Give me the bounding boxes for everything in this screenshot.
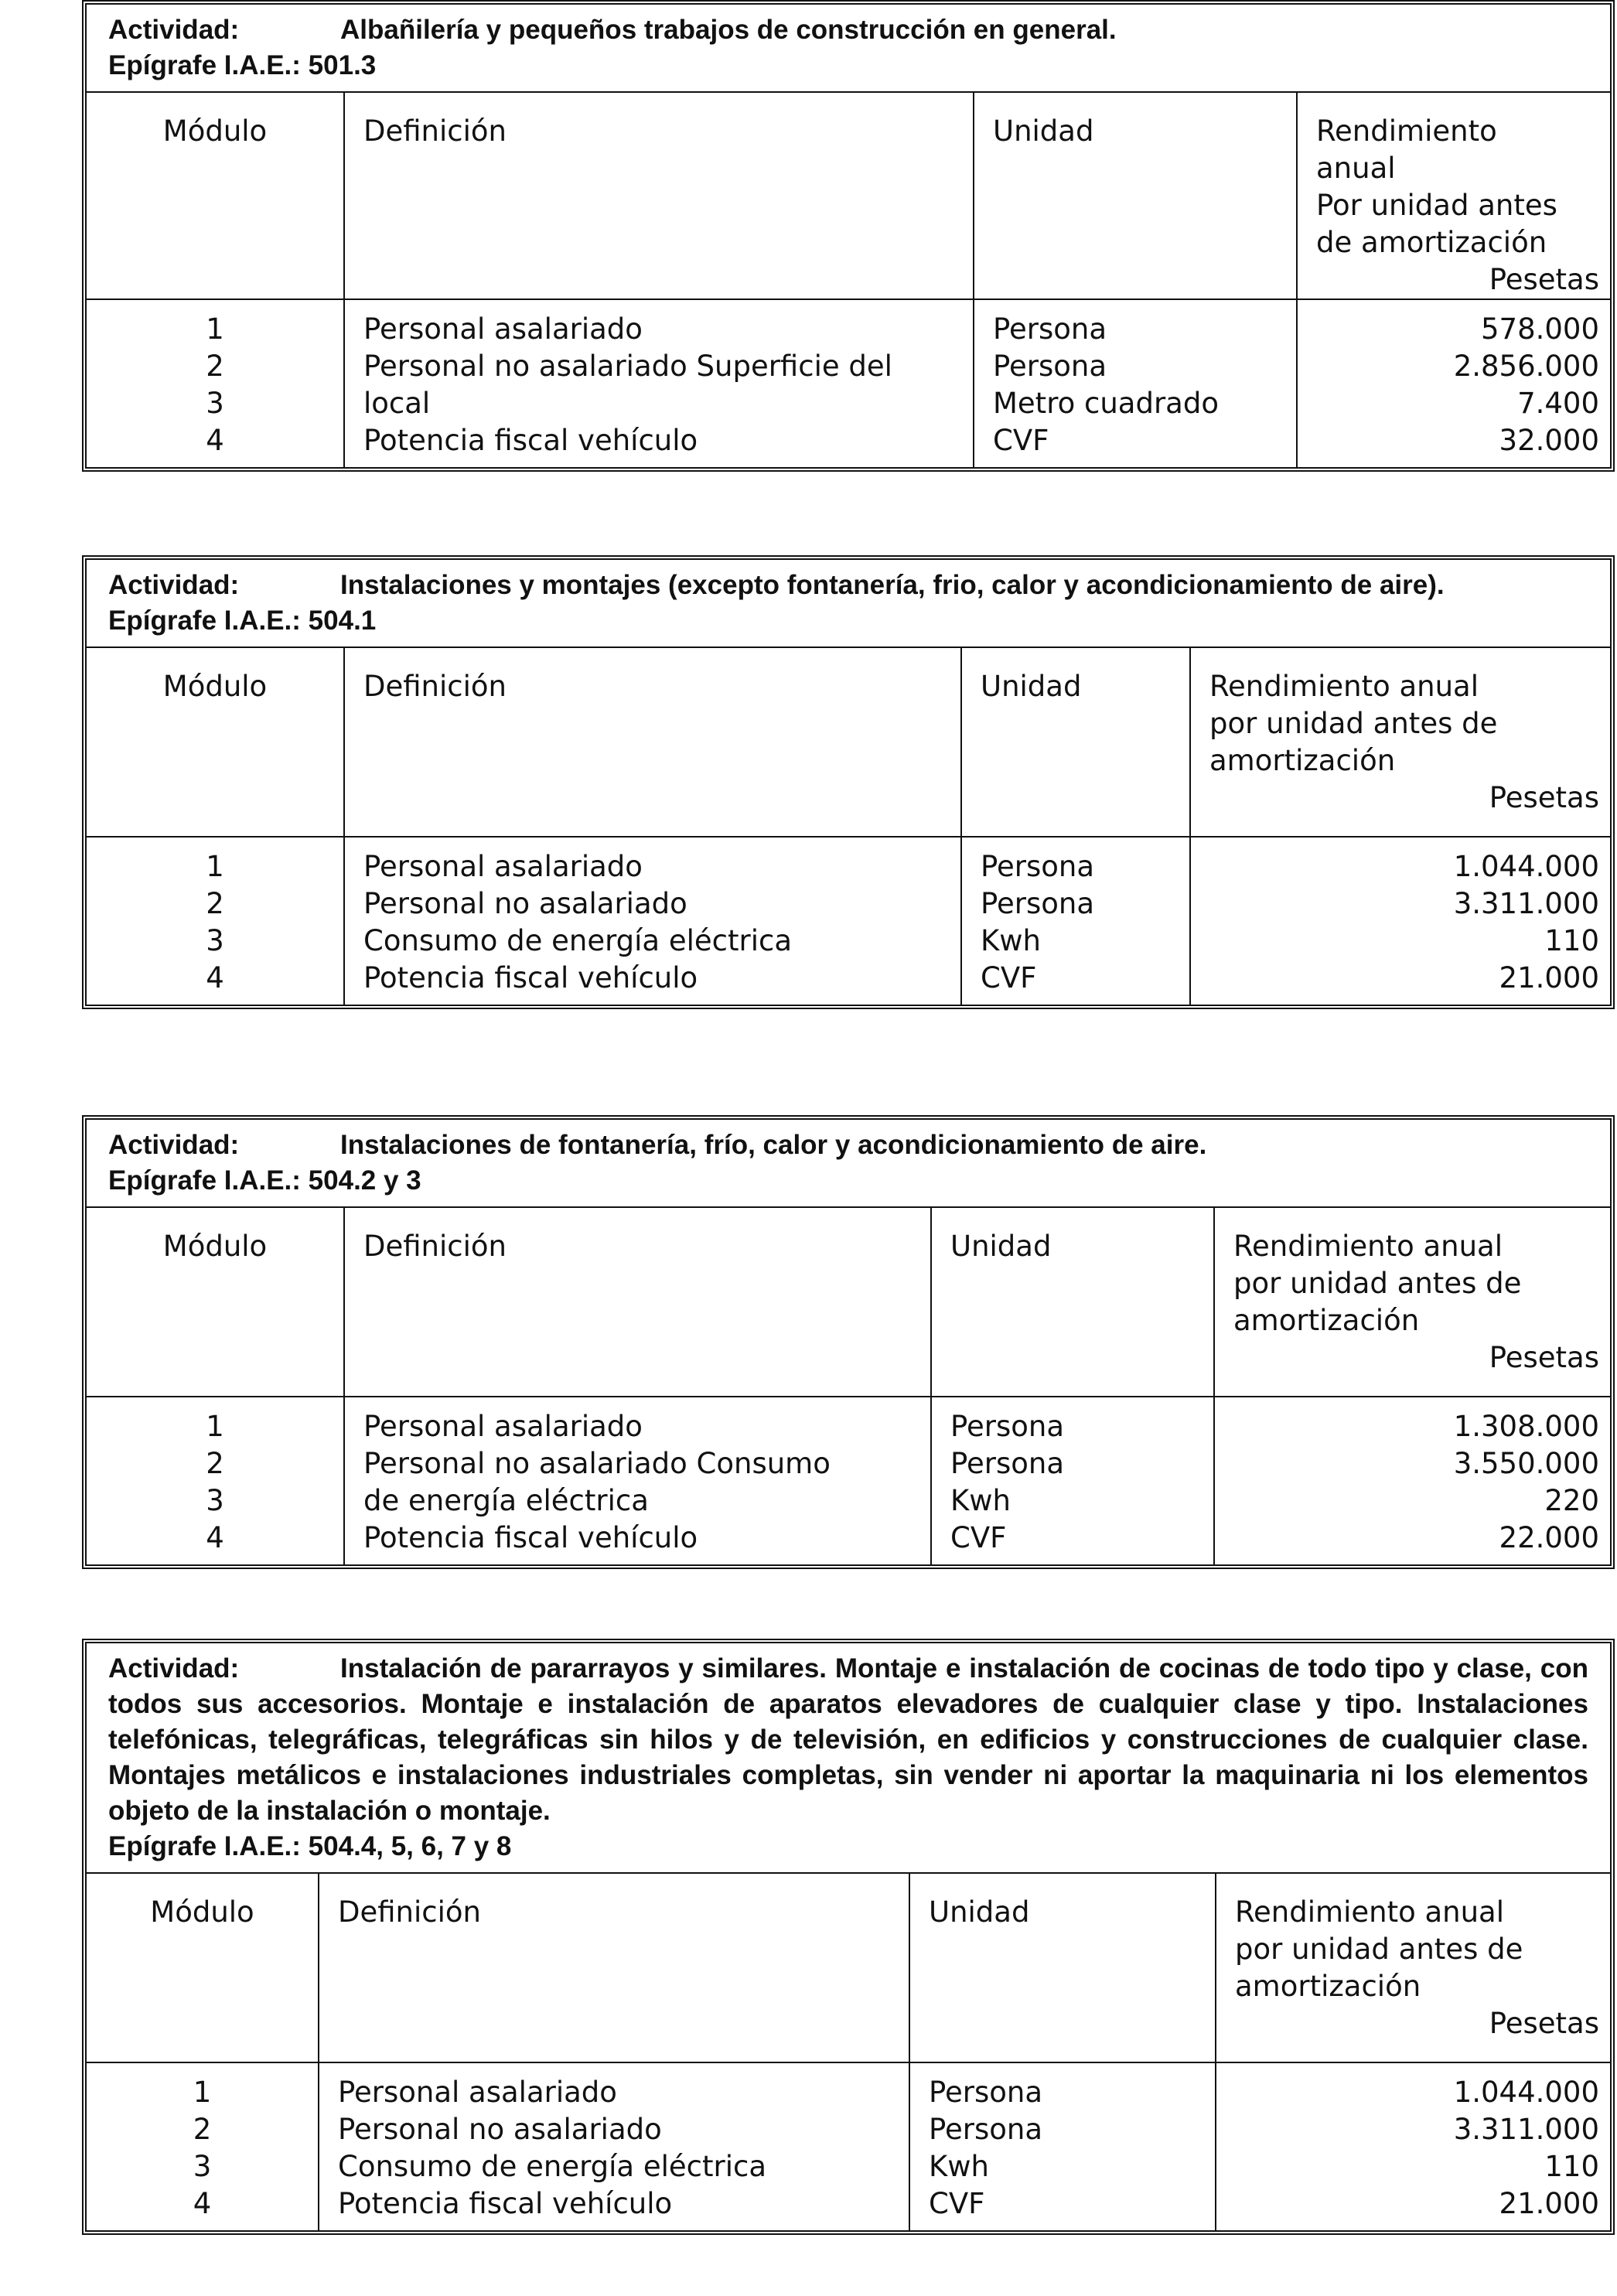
modules-table <box>87 648 1610 1005</box>
actividad-label: Actividad: <box>108 1653 240 1684</box>
unidad-value: CVF <box>929 2187 985 2220</box>
modulo-number: 2 <box>206 1447 224 1480</box>
unidad-value: CVF <box>981 961 1037 994</box>
rendimiento-value: 1.308.000 <box>1453 1410 1599 1443</box>
col-rendimiento <box>1297 93 1610 299</box>
definicion-cell <box>344 1397 931 1564</box>
pesetas-label: Pesetas <box>1489 263 1599 296</box>
col-modulo: Módulo <box>162 670 268 703</box>
pesetas-label: Pesetas <box>1489 2007 1599 2040</box>
definicion-cell <box>319 2062 909 2230</box>
table-header-row <box>87 648 1610 837</box>
epigrafe-value: 501.3 <box>308 50 377 80</box>
rendimiento-value: 7.400 <box>1517 387 1599 420</box>
definicion-line: Consumo de energía eléctrica <box>363 924 793 957</box>
modulo-number: 4 <box>206 961 224 994</box>
actividad-text: Instalaciones de fontanería, frío, calor y acondicionamiento de aire. <box>340 1130 1207 1160</box>
rendimiento-line: amortización <box>1235 1970 1421 2003</box>
modulo-number: 2 <box>193 2113 212 2146</box>
col-definicion: Definición <box>344 93 974 299</box>
definicion-line: Potencia fiscal vehículo <box>363 961 698 994</box>
rendimiento-value: 32.000 <box>1499 424 1599 457</box>
unidad-value: Persona <box>993 312 1107 346</box>
rendimiento-value: 21.000 <box>1499 961 1599 994</box>
col-modulo: Módulo <box>162 1230 268 1263</box>
definicion-cell <box>344 837 961 1005</box>
activity-header <box>87 1120 1610 1208</box>
col-unidad: Unidad <box>909 1874 1216 2062</box>
rendimiento-line: anual <box>1316 152 1396 185</box>
rendimiento-value: 3.311.000 <box>1453 887 1599 920</box>
actividad-text: Instalaciones y montajes (excepto fontanería, frio, calor y acondicionamiento de aire). <box>340 570 1445 600</box>
rendimiento-line: por unidad antes de <box>1235 1933 1523 1966</box>
rendimiento-line: Rendimiento <box>1316 114 1497 148</box>
activity-table-501-3 <box>82 0 1615 472</box>
col-unidad: Unidad <box>931 1208 1214 1397</box>
unidad-value: Kwh <box>929 2150 989 2183</box>
table-header-row <box>87 93 1610 299</box>
unidad-value: Persona <box>950 1410 1065 1443</box>
col-definicion: Definición <box>344 648 961 837</box>
unidad-cell <box>909 2062 1216 2230</box>
rendimiento-value: 3.550.000 <box>1453 1447 1599 1480</box>
table-header-row <box>87 1208 1610 1397</box>
epigrafe-value: 504.4, 5, 6, 7 y 8 <box>308 1831 512 1861</box>
col-modulo: Módulo <box>162 114 268 148</box>
modulo-number: 4 <box>193 2187 212 2220</box>
table-body-row <box>87 1397 1610 1564</box>
activity-table-504-4-8 <box>82 1639 1615 2235</box>
unidad-value: Persona <box>929 2076 1043 2109</box>
col-unidad: Unidad <box>961 648 1190 837</box>
epigrafe-label: Epígrafe I.A.E.: <box>108 606 301 636</box>
unidad-value: CVF <box>950 1521 1007 1554</box>
modulo-number: 1 <box>206 312 224 346</box>
definicion-line: local <box>363 387 431 420</box>
modulo-number: 1 <box>206 850 224 883</box>
col-definicion: Definición <box>344 1208 931 1397</box>
rendimiento-line: amortización <box>1233 1304 1420 1337</box>
activity-header <box>87 560 1610 648</box>
col-rendimiento <box>1190 648 1610 837</box>
modulo-number: 3 <box>206 387 224 420</box>
unidad-value: Kwh <box>981 924 1041 957</box>
unidad-cell <box>931 1397 1214 1564</box>
modulo-number: 3 <box>193 2150 212 2183</box>
definicion-line: Potencia fiscal vehículo <box>338 2187 673 2220</box>
rendimiento-cell <box>1216 2062 1610 2230</box>
definicion-line: Personal no asalariado Consumo <box>363 1447 831 1480</box>
definicion-line: Potencia fiscal vehículo <box>363 1521 698 1554</box>
unidad-value: CVF <box>993 424 1049 457</box>
modulo-number: 1 <box>193 2076 212 2109</box>
rendimiento-value: 22.000 <box>1499 1521 1599 1554</box>
unidad-value: Metro cuadrado <box>993 387 1219 420</box>
modulo-number: 1 <box>206 1410 224 1443</box>
epigrafe-label: Epígrafe I.A.E.: <box>108 1831 301 1861</box>
actividad-label: Actividad: <box>108 1130 240 1160</box>
rendimiento-line: Rendimiento anual <box>1233 1230 1503 1263</box>
unidad-value: Kwh <box>950 1484 1011 1517</box>
rendimiento-value: 110 <box>1544 2150 1599 2183</box>
col-unidad: Unidad <box>974 93 1297 299</box>
col-rendimiento <box>1214 1208 1610 1397</box>
definicion-line: Personal no asalariado <box>363 887 687 920</box>
rendimiento-line: Rendimiento anual <box>1235 1895 1504 1929</box>
pesetas-label: Pesetas <box>1489 1341 1599 1374</box>
activity-table-504-1 <box>82 555 1615 1009</box>
unidad-value: Persona <box>981 887 1095 920</box>
table-body-row <box>87 299 1610 467</box>
modulo-cell <box>87 837 344 1005</box>
definicion-cell <box>344 299 974 467</box>
rendimiento-value: 1.044.000 <box>1453 850 1599 883</box>
col-rendimiento <box>1216 1874 1610 2062</box>
definicion-line: Consumo de energía eléctrica <box>338 2150 767 2183</box>
epigrafe-value: 504.2 y 3 <box>308 1165 421 1196</box>
unidad-value: Persona <box>981 850 1095 883</box>
rendimiento-line: Por unidad antes <box>1316 189 1557 222</box>
modulo-number: 2 <box>206 350 224 383</box>
modulo-number: 2 <box>206 887 224 920</box>
definicion-line: Personal asalariado <box>338 2076 617 2109</box>
activity-header <box>87 1643 1610 1874</box>
modulo-number: 3 <box>206 924 224 957</box>
definicion-line: de energía eléctrica <box>363 1484 649 1517</box>
definicion-line: Personal asalariado <box>363 312 643 346</box>
epigrafe-label: Epígrafe I.A.E.: <box>108 50 301 80</box>
modulo-cell <box>87 2062 319 2230</box>
actividad-label: Actividad: <box>108 15 240 45</box>
rendimiento-value: 220 <box>1544 1484 1599 1517</box>
rendimiento-line: por unidad antes de <box>1209 707 1498 740</box>
rendimiento-value: 1.044.000 <box>1453 2076 1599 2109</box>
unidad-value: Persona <box>950 1447 1065 1480</box>
rendimiento-line: por unidad antes de <box>1233 1267 1522 1300</box>
rendimiento-value: 110 <box>1544 924 1599 957</box>
rendimiento-cell <box>1214 1397 1610 1564</box>
modules-table <box>87 1208 1610 1564</box>
rendimiento-value: 578.000 <box>1480 312 1599 346</box>
col-definicion: Definición <box>319 1874 909 2062</box>
table-body-row <box>87 837 1610 1005</box>
rendimiento-line: Rendimiento anual <box>1209 670 1479 703</box>
actividad-text: Instalación de pararrayos y similares. Montaje e instalación de cocinas de todo tipo y clase, con todos sus accesorios. Montaje e instalación de aparatos elevadores de cualquier clase y tipo. Instalaciones telefónicas, telegráficas, telegráficas sin hilos y de televisión, en edificios y construcciones de cualquier clase. Montajes metálicos e instalaciones industriales completas, sin vender ni aportar la maquinaria ni los elementos objeto de la instalación o montaje. <box>108 1653 1588 1826</box>
col-modulo: Módulo <box>150 1895 254 1929</box>
pesetas-label: Pesetas <box>1489 781 1599 814</box>
definicion-line: Personal no asalariado <box>338 2113 662 2146</box>
table-header-row <box>87 1874 1610 2062</box>
modulo-number: 3 <box>206 1484 224 1517</box>
actividad-text: Albañilería y pequeños trabajos de construcción en general. <box>340 15 1117 45</box>
modulo-cell <box>87 299 344 467</box>
definicion-line: Personal no asalariado Superficie del <box>363 350 892 383</box>
modulo-number: 4 <box>206 1521 224 1554</box>
unidad-cell <box>974 299 1297 467</box>
rendimiento-line: amortización <box>1209 744 1396 777</box>
rendimiento-line: de amortización <box>1316 226 1547 259</box>
modules-table <box>87 1874 1610 2230</box>
rendimiento-value: 21.000 <box>1499 2187 1599 2220</box>
rendimiento-cell <box>1297 299 1610 467</box>
epigrafe-label: Epígrafe I.A.E.: <box>108 1165 301 1196</box>
activity-header <box>87 5 1610 93</box>
definicion-line: Personal asalariado <box>363 850 643 883</box>
definicion-line: Personal asalariado <box>363 1410 643 1443</box>
unidad-cell <box>961 837 1190 1005</box>
unidad-value: Persona <box>929 2113 1043 2146</box>
rendimiento-value: 3.311.000 <box>1453 2113 1599 2146</box>
activity-table-504-2-3 <box>82 1115 1615 1569</box>
rendimiento-cell <box>1190 837 1610 1005</box>
unidad-value: Persona <box>993 350 1107 383</box>
modulo-number: 4 <box>206 424 224 457</box>
rendimiento-value: 2.856.000 <box>1453 350 1599 383</box>
modules-table <box>87 93 1610 467</box>
actividad-label: Actividad: <box>108 570 240 600</box>
definicion-line: Potencia fiscal vehículo <box>363 424 698 457</box>
table-body-row <box>87 2062 1610 2230</box>
epigrafe-value: 504.1 <box>308 606 377 636</box>
modulo-cell <box>87 1397 344 1564</box>
